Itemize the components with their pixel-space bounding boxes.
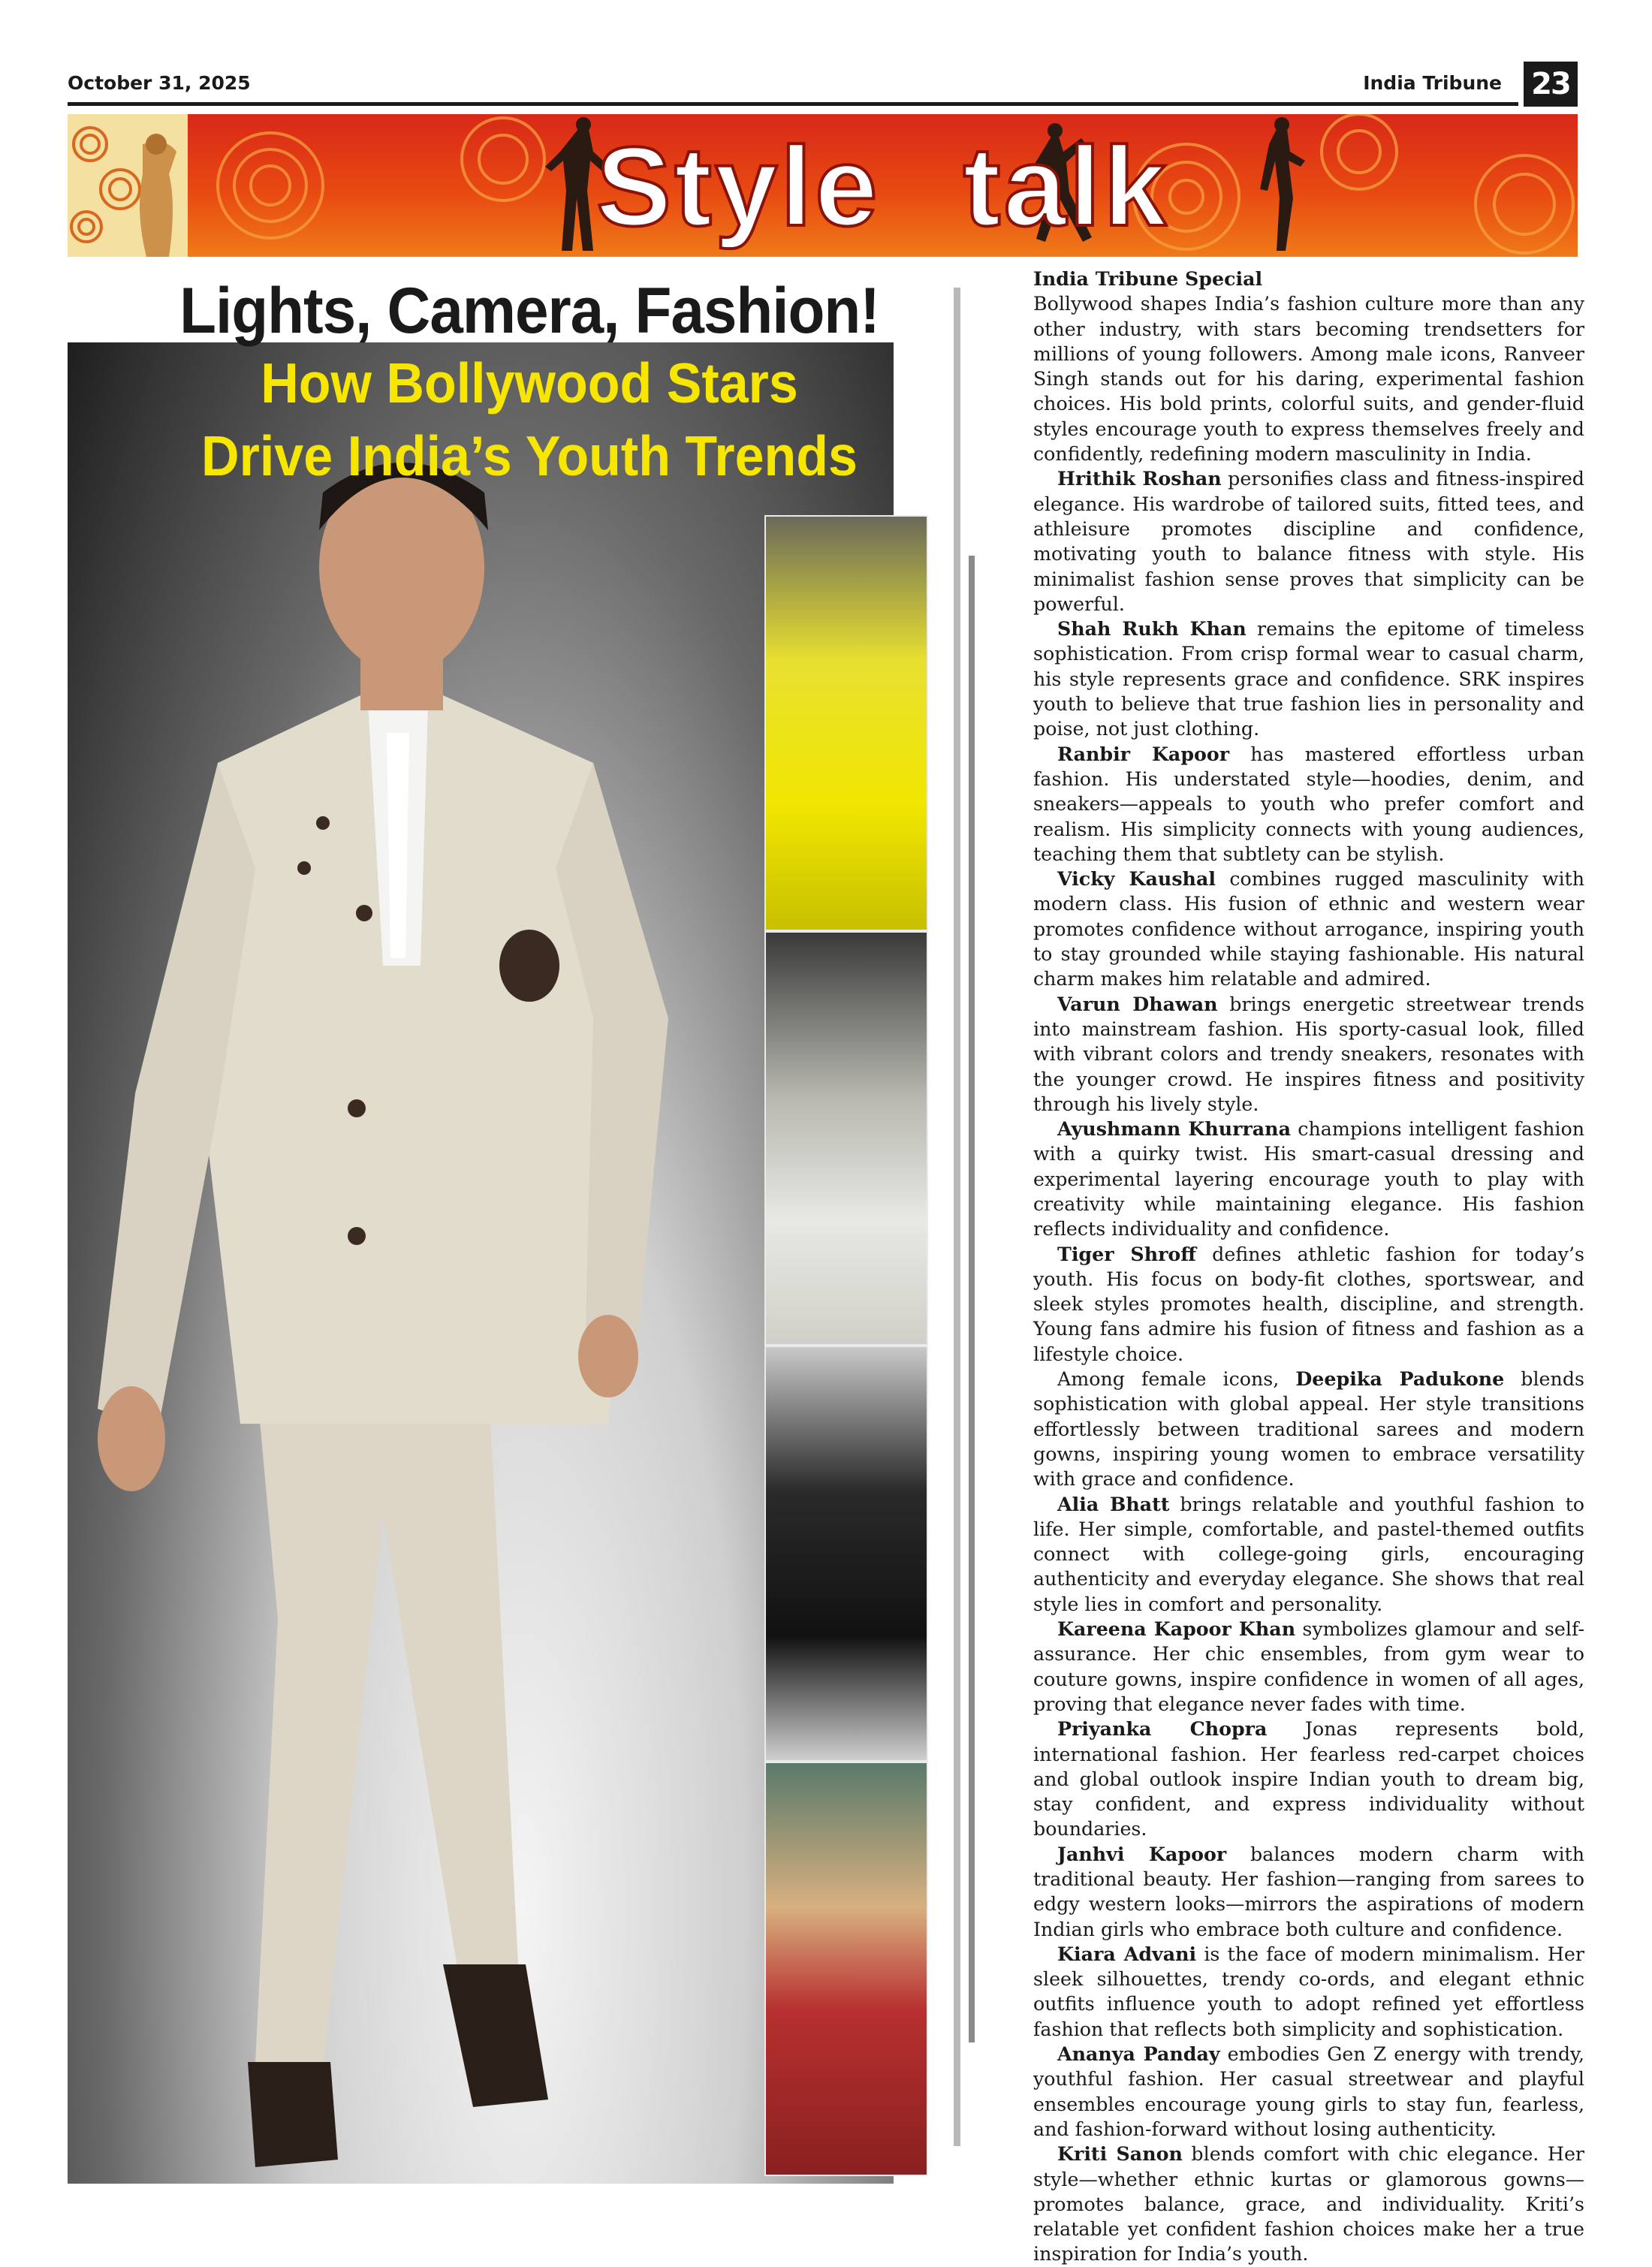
celebrity-name: Varun Dhawan: [1057, 992, 1218, 1015]
paragraph-text: embodies Gen Z energy with trendy, youthful fashion. Her casual streetwear and playful ensembles encourage young girls to stay fun, fearless, and fashion-forward without losing authenticity.: [1033, 2043, 1584, 2140]
headline-main: Lights, Camera, Fashion!: [179, 274, 879, 347]
celebrity-name: Hrithik Roshan: [1057, 467, 1222, 490]
celebrity-name: Janhvi Kapoor: [1057, 1842, 1227, 1865]
banner-decoration-panel: [68, 114, 188, 257]
column-divider-dark: [969, 556, 975, 2042]
article-kicker: India Tribune Special: [1033, 267, 1263, 290]
celebrity-name: Kiara Advani: [1057, 1942, 1197, 1965]
page-number: 23: [1524, 62, 1578, 107]
article-paragraph: [1033, 466, 1584, 616]
celebrity-name: Deepika Padukone: [1295, 1367, 1505, 1391]
thumbnail-photo-yellow-gown: [764, 515, 928, 931]
article-paragraph: [1033, 1842, 1584, 1942]
banner-word-talk: talk: [963, 123, 1169, 249]
paragraph-text: combines rugged masculinity with modern class. His fusion of ethnic and western wear promotes confidence without arrogance, inspiring youth to stay grounded while staying fashionable. His natural charm makes him relatable and admired.: [1033, 868, 1585, 990]
section-banner: [68, 114, 1578, 257]
thumbnail-photo-black-outfit: [764, 1346, 928, 1762]
celebrity-name: Kareena Kapoor Khan: [1057, 1617, 1296, 1641]
article-paragraph: [1033, 992, 1584, 1117]
celebrity-name: Ananya Panday: [1057, 2042, 1220, 2066]
article-intro: Bollywood shapes India’s fashion culture more than any other industry, with stars becoming trendsetters for millions of young followers. Among male icons, Ranveer Singh stands out for his daring, experimental fashion choices. His bold prints, colorful suits, and gender-fluid styles encourage youth to express themselves freely and confidently, redefining modern masculinity in India.: [1033, 293, 1584, 466]
article-paragraph: [1033, 1942, 1584, 2042]
article-paragraph: [1033, 2042, 1584, 2142]
paragraph-text: blends comfort with chic elegance. Her style—whether ethnic kurtas or glamorous gowns—promotes balance, grace, and individuality. Kriti’s relatable yet confident fashion choices make her a true inspiration for India’s youth.: [1033, 2143, 1585, 2265]
thumbnail-photo-white-lehenga: [764, 931, 928, 1346]
paragraph-text: symbolizes glamour and self-assurance. Her chic ensembles, from gym wear to couture gowns, inspire confidence in women of all ages, proving that elegance never fades with time.: [1033, 1618, 1584, 1715]
banner-word-style: Style: [595, 123, 881, 249]
sun-pattern-icon: [68, 114, 188, 257]
article-paragraph: [1033, 1242, 1584, 1367]
paragraph-text: personifies class and fitness-inspired elegance. His wardrobe of tailored suits, fitted tees, and athleisure promotes discipline and confidence, motivating youth to balance fitness with style. His minimalist fashion sense proves that simplicity can be powerful.: [1033, 468, 1584, 615]
article-paragraph: [1033, 1717, 1584, 1841]
celebrity-name: Shah Rukh Khan: [1057, 617, 1247, 641]
paragraph-text: Jonas represents bold, international fashion. Her fearless red-carpet choices and global outlook inspire Indian youth to dream big, stay confident, and express individuality without boundaries.: [1033, 1718, 1584, 1840]
article-paragraph: [1033, 1367, 1584, 1491]
celebrity-name: Vicky Kaushal: [1057, 867, 1216, 891]
paragraph-text: blends sophistication with global appeal. Her style transitions effortlessly between traditional sarees and modern gowns, inspiring young women to embrace versatility with grace and confidence.: [1033, 1368, 1584, 1491]
article-paragraph: [1033, 1617, 1584, 1717]
article-paragraphs: [1033, 466, 1584, 2266]
celebrity-name: Ranbir Kapoor: [1057, 742, 1230, 765]
article-paragraph: [1033, 616, 1584, 741]
paragraph-text: balances modern charm with traditional beauty. Her fashion—ranging from sarees to edgy western looks—mirrors the aspirations of modern Indian girls who embrace both culture and confidence.: [1033, 1843, 1584, 1940]
article-body: [1033, 267, 1584, 2267]
paragraph-text: brings energetic streetwear trends into mainstream fashion. His sporty-casual look, filled with vibrant colors and trendy sneakers, resonates with the younger crowd. He inspires fitness and positivity through his lively style.: [1033, 993, 1584, 1115]
thumbnail-photo-red-lehenga: [764, 1762, 928, 2176]
celebrity-name: Alia Bhatt: [1057, 1492, 1170, 1515]
article-paragraph: [1033, 2142, 1584, 2266]
headline-sub-line2: Drive India’s Youth Trends: [201, 424, 858, 488]
article-paragraph: [1033, 1492, 1584, 1617]
article-paragraph: [1033, 742, 1584, 867]
celebrity-name: Ayushmann Khurrana: [1057, 1117, 1291, 1141]
issue-date: October 31, 2025: [68, 72, 251, 94]
column-divider-light: [954, 288, 960, 2146]
paragraph-lead: Among female icons,: [1057, 1368, 1296, 1391]
paragraph-text: champions intelligent fashion with a quirky twist. His smart-casual dressing and experimental layering encourage youth to play with creativity while maintaining elegance. His fashion reflects individuality and confidence.: [1033, 1118, 1584, 1241]
celebrity-name: Tiger Shroff: [1057, 1242, 1197, 1265]
header-rule: [68, 102, 1518, 106]
headline-sub-line1: How Bollywood Stars: [261, 351, 798, 415]
celebrity-name: Kriti Sanon: [1057, 2142, 1183, 2166]
paragraph-text: defines athletic fashion for today’s youth. His focus on body-fit clothes, sportswear, and sleek styles promotes health, discipline, and strength. Young fans admire his fusion of fitness and fashion as a lifestyle choice.: [1033, 1243, 1584, 1365]
publication-name: India Tribune: [1363, 72, 1502, 94]
banner-title: [188, 122, 1578, 252]
celebrity-name: Priyanka Chopra: [1057, 1717, 1268, 1741]
paragraph-text: brings relatable and youthful fashion to life. Her simple, comfortable, and pastel-themed outfits connect with college-going girls, encouraging authenticity and everyday elegance. She shows that real style lies in comfort and personality.: [1033, 1493, 1584, 1615]
article-paragraph: [1033, 1117, 1584, 1241]
article-paragraph: [1033, 867, 1584, 991]
paragraph-text: has mastered effortless urban fashion. His understated style—hoodies, denim, and sneakers—appeals to youth who prefer comfort and realism. His simplicity connects with young audiences, teaching them that subtlety can be stylish.: [1033, 743, 1584, 865]
paragraph-text: is the face of modern minimalism. Her sleek silhouettes, trendy co-ords, and elegant ethnic outfits influence youth to adopt refined yet effortless fashion that reflects both simplicity and sophistication.: [1033, 1943, 1584, 2040]
paragraph-text: remains the epitome of timeless sophistication. From crisp formal wear to casual charm, his style represents grace and confidence. SRK inspires youth to believe that true fashion lies in personality and poise, not just clothing.: [1033, 618, 1584, 740]
banner-title-panel: [188, 114, 1578, 257]
